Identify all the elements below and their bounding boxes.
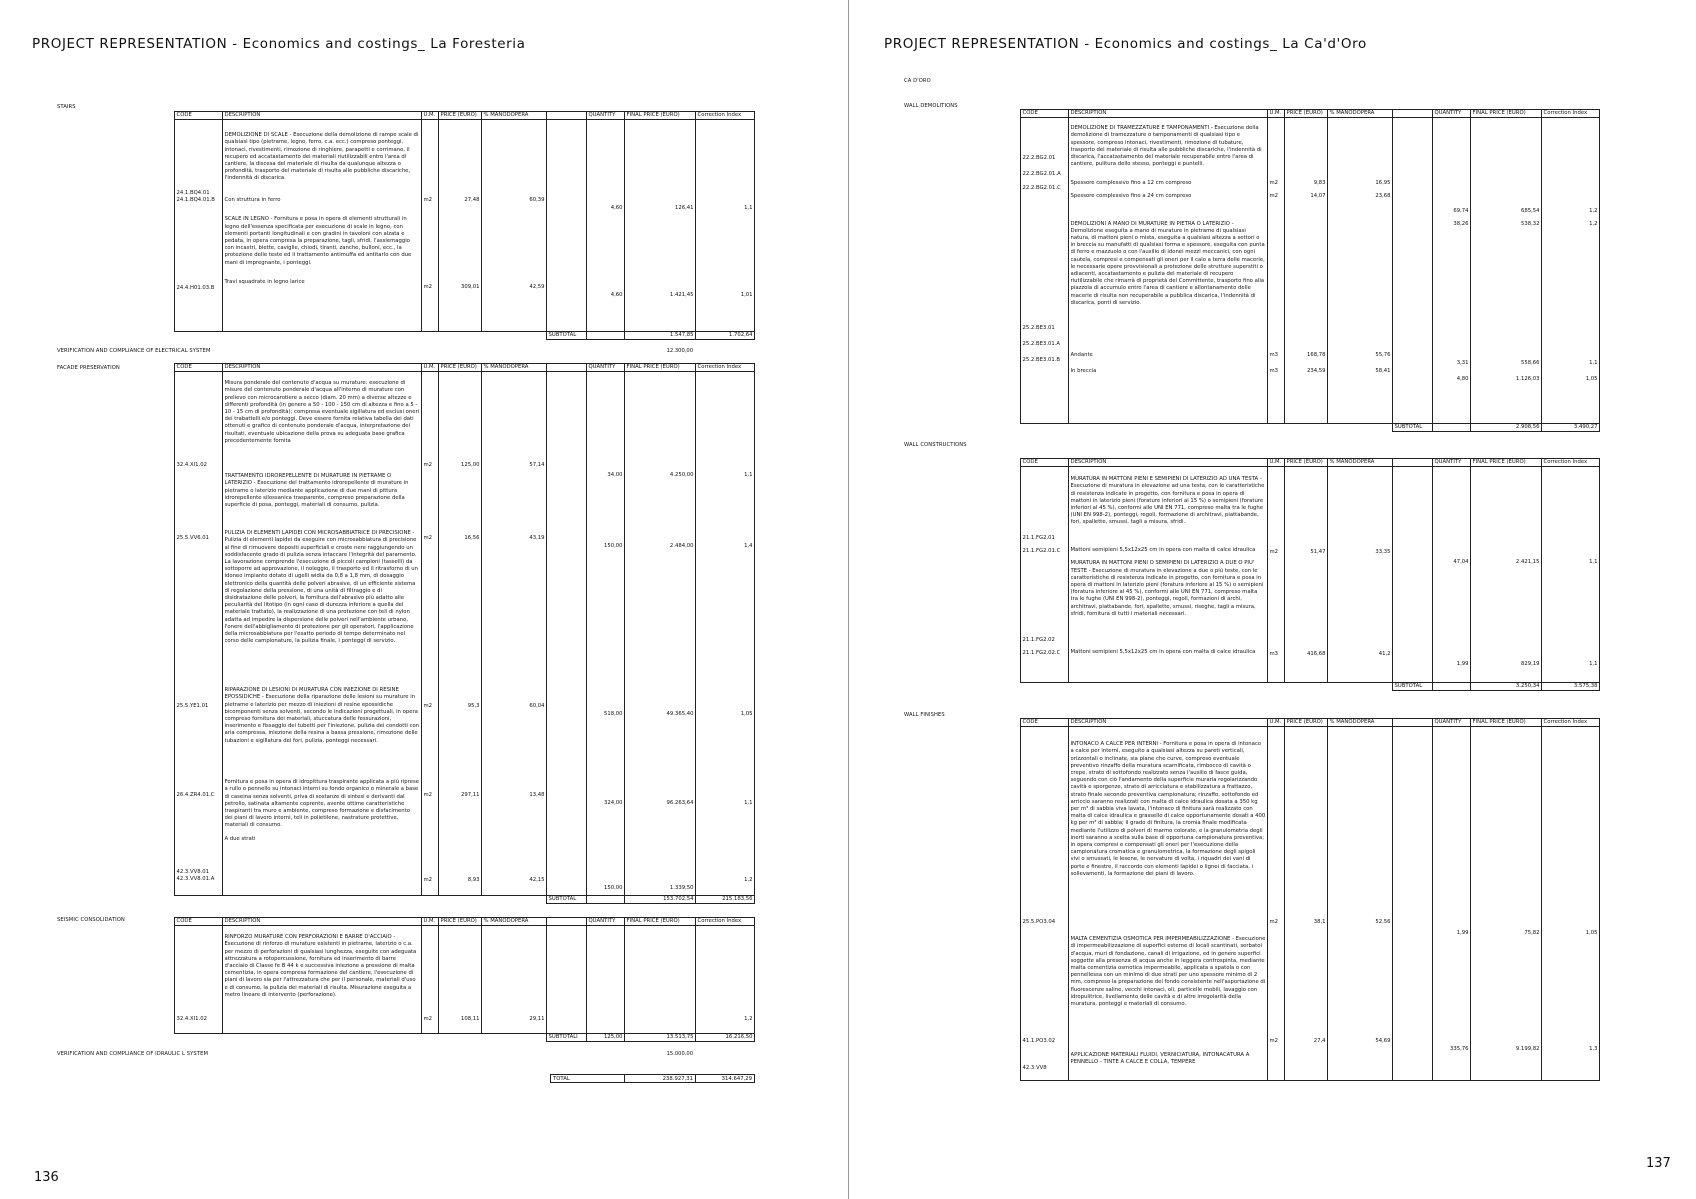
description-cell: MURATURA IN MATTONI PIENI E SEMIPIENI DI LATERIZIO AD UNA TESTA - Esecuzione di muratura in elevazione ad una testa, con le caratteristiche di resistenza indicate in progetto, con fornitura e posa in opera di mattoni in laterizio pieni (forature inferiori al 15 %) o semipieni (forature inferiori al 45 %), conformi alle UNI EN 771, compreso malta tra le fughe (UNI EN 998-2), ponteggi, regoli, formazione di architravi, piattabande, fori, spallette, smussi, tagli a misura, sfridi. [1070, 476, 1265, 526]
right-page [852, 0, 1696, 1199]
um-cell: m2 [423, 791, 433, 798]
description-cell: PULIZIA DI ELEMENTI LAPIDEI CON MICROSABBIATRICE DI PRECISIONE - Pulizia di elementi lapidei da eseguire con microsabbiatura di precisione al fine di rimuovere depositi superficiali e croste nere raggiungendo un soddisfacente grado di pulizia senza intaccare l'integrità del paramento. La lavorazione comprende l'esecuzione di piccoli campioni (tasselli) da sottoporre ad approvazione, il noleggio, il trasporto ed il ritrasforno di un idoneo impianto dotato di ugelli widia da 0,8 a 1,8 mm, di dosaggio elettronico della quantità delle polveri abrasive, di un efficiente sistema di regolazione della pressione, di una unità di filtraggio e di disidratazione delle polveri, la fornitura dell'abrasivo più adatto alle peculiarità del litotipo (in ogni caso di durezza inferiore a quella del materiale trattato), la realizzazione di una protezione con teli di nylon adatta ad impedire la dispersione delle polveri nell'ambiente urbano, l'onere dell'abbigliamento di protezione per gli operatori, l'applicazione della microsabbiatura per l'esatto periodo di tempo determinato nel corso delle campionature, la pulizia finale, i ponteggi di servizio. [224, 530, 418, 645]
header-cell: PRICE (EURO) [1285, 110, 1328, 118]
description-cell: INTONACO A CALCE PER INTERNI - Fornitura e posa in opera di intonaco a calce per interni, eseguito a qualsiasi altezza su pareti verticali, orizzontali o inclinate, sia piane che curve, compreso eventuale preventivo rinzaffo della muratura scarnificata, rimbocco di cavità o crepe, strato di sottofondo realizzato senza l'ausilio di fasce guida, seguendo con ciò l'andamento della superficie muraria regolarizzando cavità e sporgenze, strato di arricciatura e stabilizzatura a frattazzo, strato finale secondo preventiva campionatura; rinzaffo, sottofondo ed arriccio saranno realizzati con malta di calce idraulica dosata a 350 kg per m³ di sabbia viva lavata, l'intonaco di finitura sarà realizzato con malta di calce idraulica e grassello di calce opportunamente dosati a 400 kg per m³ di sabbia; il grado di finitura, la cromia finale modificata mediante l'utilizzo di polveri di marmo colorate, e la granulometria degli inerti saranno a scelta sulla base di opportuna campionatura preventiva; in opera compresi e compensati gli oneri per l'esecuzione della campionatura cromatica e granulometrica, la formazione degli spigoli vivi o smussati, le lesene, le nervature di volta, i riquadri dei vani di porte e finestre, il raccordo con elementi lapidei o lignei di facciata, i sollevamenti, la formazione dei piani di lavoro. [1070, 741, 1266, 877]
table-header-row [1021, 110, 1600, 118]
finishes-table [1020, 718, 1600, 1081]
labor-cell: 58,41 [1375, 367, 1391, 374]
header-cell [547, 112, 587, 120]
correction-index-cell: 1,1 [744, 472, 753, 479]
header-cell: FINAL PRICE (EURO) [1471, 459, 1542, 467]
final-price-cell: 1.421,45 [669, 292, 694, 299]
header-cell: QUANTITY [1433, 110, 1471, 118]
header-cell: FINAL PRICE (EURO) [625, 918, 696, 926]
description-subitem: Con struttura in ferro [224, 197, 281, 204]
section-label-idraulic: VERIFICATION AND COMPLIANCE OF IDRAULIC L SYSTEM [57, 1051, 209, 1057]
header-cell: % MANODOPERA [1328, 459, 1393, 467]
header-cell: % MANODOPERA [482, 918, 547, 926]
header-cell: Correction Index [696, 112, 755, 120]
header-cell: % MANODOPERA [1328, 719, 1393, 727]
header-cell: % MANODOPERA [482, 112, 547, 120]
subtotal-ci: 16.216,50 [696, 1034, 755, 1042]
labor-cell: 13,48 [529, 791, 545, 798]
header-cell: Correction Index [1542, 719, 1600, 727]
price-cell: 95,3 [467, 702, 480, 709]
header-cell: U.M. [422, 364, 439, 372]
correction-index-cell: 1,2 [1589, 221, 1598, 228]
subtotal-ci: 1.702,64 [696, 332, 755, 340]
um-cell: m2 [1269, 919, 1279, 926]
subtotal-row [175, 1034, 755, 1042]
code-cell: 42.3.VV8 [1022, 1064, 1047, 1071]
header-cell: U.M. [1268, 459, 1285, 467]
table-header-row [175, 364, 755, 372]
um-cell: m2 [1269, 180, 1279, 187]
code-cell: 32.4.XI1.02 [176, 1016, 207, 1023]
quantity-cell: 3,31 [1456, 359, 1469, 366]
total-row [551, 1075, 755, 1083]
um-cell: m2 [1269, 549, 1279, 556]
code-cell: 22.2.BG2.01.C [1022, 184, 1061, 191]
section-label-facade: FACADE PRESERVATION [57, 365, 120, 371]
subtotal-final: 2.908,56 [1471, 424, 1542, 432]
table-row [1021, 727, 1600, 1081]
correction-index-cell: 1,1 [744, 799, 753, 806]
code-cell: 41.1.PO3.02 [1022, 1038, 1056, 1045]
description-cell: Fornitura e posa in opera di idropittura traspirante applicata a più riprese a rullo o pennello su intonaci interni su fondo organico o minerale a base di caseina senza solventi, priva di sostanze di sintesi e derivanti dal petrolio, satinata altamente coprente, avente ottime caratteristiche traspiranti tra muro e ambiente, compreso formazione e disfacimento dei piani di lavoro interni, teli in polietilene, nastrature protettive, materiali di consumo. [224, 779, 420, 829]
final-price-cell: 75,82 [1524, 930, 1540, 937]
header-cell: DESCRIPTION [223, 364, 422, 372]
quantity-cell: 518,00 [603, 710, 623, 717]
description-cell: DEMOLIZIONI A MANO DI MURATURE IN PIETRA O LATERIZIO - Demolizione eseguita a mano di murature in pietrame di qualsiasi natura, di mattoni pieni o mista, eseguita a qualsiasi altezza a settori o in breccia su manufatti di qualsiasi forma e spessore, eseguita con punta di ferro e mazzuolo o con l'ausilio di idonei mezzi meccanici, con ogni cautela, compresi e compensati gli oneri per il calo a terra delle macerie, le necessarie opere provvisionali a protezione delle strutture superstiti o adiacenti, accatastamento e pulizia del materiale di recupero riutilizzabile che rimarrà di proprietà del Committente, trasporto fino alla piazzola di accumulo entro l'area di cantiere e allontanamento delle macerie di risulta non recuperabile a pubblica discarica, l'indennità di discarica, ponti di servizio. [1070, 220, 1265, 306]
table-row [175, 926, 755, 1034]
section-label-seismic: SEISMIC CONSOLIDATION [57, 917, 125, 923]
description-subitem: Mattoni semipieni 5,5x12x25 cm in opera con malta di calce idraulica [1070, 649, 1256, 656]
header-cell [1393, 719, 1433, 727]
correction-index-cell: 1,4 [744, 543, 753, 550]
subtotal-final: 1.547,85 [625, 332, 696, 340]
description-cell: RIPARAZIONE DI LESIONI DI MURATURA CON INIEZIONE DI RESINE EPOSSIDICHE - Esecuzione della riparazione delle lesioni su murature in pietrame e laterizio per mezzo di iniezioni di resine epossidiche bicomponenti senza solventi, secondo le indicazioni progettuali, in opera compreso fornitura dei materiali, stuccatura delle fessurazioni, inserimento e fissaggio dei tubetti per l'iniezione, pulizia dei condotti con aria compressa, iniezione della resina a bassa pressione, rimozione delle tubazioni e sigillatura dei fori, pulizia, ponteggi necessari. [224, 687, 420, 744]
header-cell: FINAL PRICE (EURO) [1471, 719, 1542, 727]
subtotal-label: SUBTOTAL [1393, 683, 1433, 691]
section-label-finishes: WALL FINISHES [904, 712, 945, 718]
header-cell: DESCRIPTION [1069, 459, 1268, 467]
description-subitem: A due strati [224, 836, 256, 843]
subtotal-qty: 125,00 [587, 1034, 625, 1042]
um-cell: m2 [423, 1016, 433, 1023]
code-cell: 24.1.BQ4.01.B [176, 197, 215, 204]
header-cell: Correction Index [1542, 110, 1600, 118]
price-cell: 108,11 [460, 1016, 480, 1023]
price-cell: 168,78 [1306, 351, 1326, 358]
electrical-amount: 12.300,00 [666, 348, 693, 354]
quantity-cell: 69,74 [1453, 208, 1469, 215]
quantity-cell: 4,80 [1456, 375, 1469, 382]
labor-cell: 60,39 [529, 197, 545, 204]
subtotal-label: SUBTOTALI [547, 1034, 587, 1042]
description-subitem: In breccia [1070, 367, 1097, 374]
final-price-cell: 558,66 [1520, 359, 1540, 366]
final-price-cell: 538,32 [1520, 221, 1540, 228]
header-cell: CODE [1021, 110, 1069, 118]
final-price-cell: 685,54 [1520, 208, 1540, 215]
page-number: 137 [1646, 1156, 1671, 1171]
price-cell: 9,83 [1313, 180, 1326, 187]
final-price-cell: 96.263,64 [666, 799, 694, 806]
description-cell: Misura ponderale del contenuto d'acqua su murature: esecuzione di misure del contenuto ponderale d'acqua all'interno di murature con prelievo con microcarotiere a secco (diam. 20 mm) a diverse altezze e differenti profondità (in genere a 50 - 100 - 150 cm di altezza e fino a 5 - 10 - 15 cm di profondità); compresa eventuale sigillatura ed esclusi oneri dei trabattelli e/o ponteggi. Deve essere fornita relativa tabella dei dati ottenuti e grafico di contenuto ponderale d'acqua, interpretazione dei risultati, eventuale ubicazione della prova su adeguata base grafica precedentemente fornita [224, 380, 420, 444]
header-cell: QUANTITY [587, 364, 625, 372]
table-row [175, 372, 755, 896]
correction-index-cell: 1,2 [744, 877, 753, 884]
total-final: 238.927,31 [625, 1075, 696, 1083]
header-cell: DESCRIPTION [223, 112, 422, 120]
final-price-cell: 4.250,00 [669, 472, 694, 479]
section-label-constructions: WALL CONSTRUCTIONS [904, 442, 967, 448]
header-cell: % MANODOPERA [482, 364, 547, 372]
price-cell: 234,59 [1306, 367, 1326, 374]
correction-index-cell: 1,1 [1589, 359, 1598, 366]
constructions-table [1020, 458, 1600, 691]
total-label: TOTAL [551, 1075, 625, 1083]
quantity-cell: 38,26 [1453, 221, 1469, 228]
code-cell: 25.2.BE3.01 [1022, 324, 1055, 331]
subtotal-final: 153.702,54 [625, 896, 696, 904]
page-number: 136 [34, 1170, 59, 1185]
subtotal-final: 3.250,34 [1471, 683, 1542, 691]
description-cell: DEMOLIZIONE DI SCALE - Esecuzione della demolizione di rampe scale di qualsiasi tipo (pietrame, legno, ferro, c.a. ecc.) compreso ponteggi, intonaci, rivestimenti, rimozione di ringhiere, parapetti e corrimano, il recupero ed accatastamento dei materiali riutilizzabili entro l'area di cantiere, la discesa del materiale di risulta da qualunque altezza o profondità, trasporto del materiale di risulta alle pubbliche discariche, l'indennità di discarica. [224, 132, 419, 182]
code-cell: 25.2.BE3.01.A [1022, 341, 1061, 348]
total-ci: 314.647,29 [696, 1075, 755, 1083]
labor-cell: 42,15 [529, 877, 545, 884]
quantity-cell: 324,00 [603, 799, 623, 806]
code-cell: 42.3.VV8.01.A [176, 876, 215, 883]
labor-cell: 29,11 [529, 1016, 545, 1023]
labor-cell: 43,19 [529, 535, 545, 542]
header-cell: FINAL PRICE (EURO) [625, 364, 696, 372]
header-cell: Correction Index [696, 918, 755, 926]
section-subtitle: CA D'ORO [904, 78, 931, 84]
header-cell: U.M. [422, 918, 439, 926]
price-cell: 27,48 [464, 197, 480, 204]
stairs-table [174, 111, 755, 340]
labor-cell: 54,69 [1375, 1038, 1391, 1045]
description-subitem: Travi squadrate in legno larice [224, 279, 305, 286]
page-title: PROJECT REPRESENTATION - Economics and costings_ La Foresteria [32, 36, 526, 52]
demolitions-table [1020, 109, 1600, 432]
quantity-cell: 34,00 [607, 472, 623, 479]
price-cell: 416,68 [1306, 651, 1326, 658]
labor-cell: 52,56 [1375, 919, 1391, 926]
code-cell: 42.3.VV8.01 [176, 869, 210, 876]
labor-cell: 57,14 [529, 462, 545, 469]
idraulic-amount: 15.000,00 [666, 1051, 693, 1057]
labor-cell: 55,76 [1375, 351, 1391, 358]
um-cell: m3 [1269, 351, 1279, 358]
quantity-cell: 150,00 [603, 543, 623, 550]
header-cell: U.M. [1268, 719, 1285, 727]
correction-index-cell: 1,1 [1589, 661, 1598, 668]
code-cell: 24.4.H01.03.B [176, 284, 215, 291]
code-cell: 25.2.BE3.01.B [1022, 357, 1061, 364]
final-price-cell: 9.199,82 [1515, 1046, 1540, 1053]
final-price-cell: 829,19 [1520, 661, 1540, 668]
header-cell: U.M. [1268, 110, 1285, 118]
code-cell: 21.1.FG2.01.C [1022, 548, 1061, 555]
facade-table [174, 363, 755, 904]
correction-index-cell: 1,01 [740, 292, 753, 299]
header-cell [1393, 110, 1433, 118]
description-cell: TRATTAMENTO IDROREPELLENTE DI MURATURE IN PIETRAME O LATERIZIO - Esecuzione del trattamento idrorepellente di murature in pietrame o laterizio mediante applicazione di due mani di pittura idrorepellente silossanica trasparente, compreso preparazione della superficie di posa, ponteggi, materiali di consumo, pulizia. [224, 473, 409, 509]
code-cell: 22.2.BG2.01.A [1022, 171, 1061, 178]
header-cell [547, 918, 587, 926]
section-label-stairs: STAIRS [57, 104, 76, 110]
subtotal-ci: 3.490,27 [1542, 424, 1600, 432]
description-subitem: Andante [1070, 351, 1093, 358]
header-cell: CODE [175, 112, 223, 120]
code-cell: 25.5.PO3.04 [1022, 919, 1056, 926]
final-price-cell: 1.339,50 [669, 885, 694, 892]
correction-index-cell: 1,2 [1589, 208, 1598, 215]
correction-index-cell: 1,1 [1589, 559, 1598, 566]
header-cell: Correction Index [1542, 459, 1600, 467]
quantity-cell: 47,04 [1453, 559, 1469, 566]
quantity-cell: 150,00 [603, 885, 623, 892]
header-cell: PRICE (EURO) [1285, 719, 1328, 727]
table-header-row [1021, 459, 1600, 467]
price-cell: 27,4 [1313, 1038, 1326, 1045]
quantity-cell: 335,76 [1449, 1046, 1469, 1053]
table-row [175, 120, 755, 332]
labor-cell: 41,2 [1378, 651, 1391, 658]
code-cell: 24.1.BQ4.01 [176, 190, 210, 197]
um-cell: m2 [1269, 1038, 1279, 1045]
subtotal-label: SUBTOTAL [547, 896, 587, 904]
final-price-cell: 2.421,15 [1515, 559, 1540, 566]
price-cell: 297,11 [460, 791, 480, 798]
seismic-table [174, 917, 755, 1042]
code-cell: 25.5.VV6.01 [176, 535, 210, 542]
correction-index-cell: 1,2 [744, 1016, 753, 1023]
header-cell: QUANTITY [1433, 459, 1471, 467]
final-price-cell: 49.365,40 [666, 710, 694, 717]
final-price-cell: 2.484,00 [669, 543, 694, 550]
description-cell: MURATURA IN MATTONI PIENI O SEMIPIENI DI LATERIZIO A DUE O PIU' TESTE - Esecuzione di muratura in elevazione a due o più teste, con le caratteristiche di resistenza indicate in progetto, con fornitura e posa in opera di mattoni in laterizio pieni (foratura inferiore al 15 %) o semipieni (foratura inferiore al 45 %), conformi alle UNI EN 771, compreso malta tra le fughe (UNI EN 998-2), ponteggi, regoli, formazioni di archi, architravi, piattabande, fori, spallette, smussi, riseghe, tagli a misura, sfridi, fornitura di tutti i materiali necessari. [1070, 560, 1264, 617]
header-cell: DESCRIPTION [1069, 719, 1268, 727]
subtotal-row [175, 332, 755, 340]
description-cell: MALTA CEMENTIZIA OSMOTICA PER IMPERMEABILIZZAZIONE - Esecuzione di impermeabilizzazione di superfici esterne di locali scantinati, serbatoi d'acqua, muri di fondazione, canali di irrigazione, ed in genere superfici soggette alla presenza di acqua anche in leggera controspinta, mediante malta cementizia osmotica impermeabile, applicata a spatola o con pennellessa con un minimo di due strati per uno spessore minimo di 2 mm, compreso la preparazione del fondo consistente nell'asportazione di fluorescenze saline, vecchi intonaci, oli, particelle mobili, lavaggio con idropulitrice, livellamento delle cavità e di altre irregolarità della muratura, ponteggi e materiali di consumo. [1070, 936, 1266, 1008]
um-cell: m3 [1269, 651, 1279, 658]
description-cell: APPLICAZIONE MATERIALI FLUIDI, VERNICIATURA, INTONACATURA A PENNELLO - TINTE A CALCE E COLLA, TEMPERE [1070, 1052, 1250, 1066]
um-cell: m3 [1269, 367, 1279, 374]
header-cell: DESCRIPTION [1069, 110, 1268, 118]
um-cell: m2 [423, 702, 433, 709]
quantity-cell: 4,60 [610, 292, 623, 299]
code-cell: 21.1.FG2.02 [1022, 636, 1055, 643]
total-table [550, 1074, 755, 1083]
header-cell: FINAL PRICE (EURO) [625, 112, 696, 120]
quantity-cell: 4,60 [610, 205, 623, 212]
labor-cell: 16,95 [1375, 180, 1391, 187]
quantity-cell: 1,99 [1456, 661, 1469, 668]
labor-cell: 60,04 [529, 702, 545, 709]
correction-index-cell: 1,05 [1585, 930, 1598, 937]
header-cell: DESCRIPTION [223, 918, 422, 926]
header-cell [1393, 459, 1433, 467]
header-cell: U.M. [422, 112, 439, 120]
correction-index-cell: 1,05 [740, 710, 753, 717]
header-cell: Correction Index [696, 364, 755, 372]
um-cell: m2 [423, 284, 433, 291]
header-cell: CODE [1021, 459, 1069, 467]
description-subitem: Spessore complessivo fino a 12 cm compreso [1070, 180, 1192, 187]
correction-index-cell: 1,1 [744, 205, 753, 212]
correction-index-cell: 1,3 [1589, 1046, 1598, 1053]
code-cell: 21.1.FG2.02.C [1022, 649, 1061, 656]
section-label-electrical: VERIFICATION AND COMPLIANCE OF ELECTRICAL SYSTEM [57, 348, 211, 354]
price-cell: 51,47 [1310, 549, 1326, 556]
price-cell: 125,00 [460, 462, 480, 469]
description-cell: DEMOLIZIONE DI TRAMEZZATURE E TAMPONAMENTI - Esecuzione della demolizione di tramezzature o tamponamenti di qualsiasi tipo e spessore, compreso intonaci, rivestimenti, rimozione di tubature, trasporto del materiale di risulta alle pubbliche discariche, l'indennità di discarica, l'accatastamento del materiale recuperabile entro l'area di cantiere, pulitura dello stesso, ponteggi e puntelli. [1070, 125, 1262, 168]
labor-cell: 42,59 [529, 284, 545, 291]
description-subitem: Mattoni semipieni 5,5x12x25 cm in opera con malta di calce idraulica [1070, 547, 1256, 554]
code-cell: 25.5.YE1.01 [176, 702, 209, 709]
price-cell: 309,01 [460, 284, 480, 291]
subtotal-final: 13.513,75 [625, 1034, 696, 1042]
section-label-demolitions: WALL DEMOLITIONS [904, 103, 958, 109]
description-subitem: Spessore complessivo fino a 24 cm compreso [1070, 193, 1192, 200]
final-price-cell: 1.126,03 [1515, 375, 1540, 382]
um-cell: m2 [423, 535, 433, 542]
description-cell: SCALE IN LEGNO - Fornitura e posa in opera di elementi strutturali in legno dell'essenza specificata per esecuzione di scale in legno, con elementi portanti longitudinali e con gradini in tavoloni con alzata e pedata, in opera compresa la preparazione, tagli, sfridi, l'assiemaggio con incastri, biette, caviglie, chiodi, tiranti, zanche, bulloni, ecc., la protezione delle teste ed il trattamento antimuffa ed antitarlo con due mani di impregnante, i ponteggi. [224, 216, 412, 266]
subtotal-row [175, 896, 755, 904]
header-cell: CODE [175, 364, 223, 372]
price-cell: 38,1 [1313, 919, 1326, 926]
labor-cell: 23,68 [1375, 193, 1391, 200]
table-header-row [175, 112, 755, 120]
page-divider [848, 0, 849, 1199]
final-price-cell: 126,41 [674, 205, 694, 212]
subtotal-ci: 215.183,56 [696, 896, 755, 904]
code-cell: 22.2.BG2.01 [1022, 155, 1056, 162]
header-cell: CODE [175, 918, 223, 926]
subtotal-label: SUBTOTAL [1393, 424, 1433, 432]
code-cell: 21.1.FG2.01 [1022, 535, 1055, 542]
header-cell: PRICE (EURO) [439, 364, 482, 372]
header-cell: PRICE (EURO) [439, 918, 482, 926]
page-title: PROJECT REPRESENTATION - Economics and costings_ La Ca'd'Oro [884, 36, 1367, 52]
header-cell: QUANTITY [587, 918, 625, 926]
price-cell: 8,93 [467, 877, 480, 884]
um-cell: m2 [423, 877, 433, 884]
price-cell: 16,56 [464, 535, 480, 542]
table-header-row [1021, 719, 1600, 727]
um-cell: m2 [423, 197, 433, 204]
price-cell: 14,07 [1310, 193, 1326, 200]
description-cell: RINFORZO MURATURE CON PERFORAZIONI E BARRE D'ACCIAIO - Esecuzione di rinforzo di murature esistenti in pietrame, laterizio o c.a. per mezzo di perforazioni di qualsiasi lunghezza, eseguite con adeguata attrezzatura a rotopercussione, fornitura ed inserimento di barre d'acciaio di Classe fe B 44 k e successiva iniezione a pressione di malta cementizia, in opera compresa formazione del cantiere, l'esecuzione di piani di lavoro sia per l'attrezzatura che per il personale, materiali d'uso e di consumo, la pulizia dei materiali di risulta. Misurazione eseguita a metro lineare di intervento (perforazione). [224, 934, 417, 998]
subtotal-row [1021, 683, 1600, 691]
code-cell: 32.4.XI1.02 [176, 462, 207, 469]
header-cell: PRICE (EURO) [439, 112, 482, 120]
header-cell: QUANTITY [1433, 719, 1471, 727]
um-cell: m2 [1269, 193, 1279, 200]
subtotal-row [1021, 424, 1600, 432]
code-cell: 26.4.ZR4.01.C [176, 791, 215, 798]
table-row [1021, 118, 1600, 424]
header-cell: FINAL PRICE (EURO) [1471, 110, 1542, 118]
um-cell: m2 [423, 462, 433, 469]
labor-cell: 33,35 [1375, 549, 1391, 556]
header-cell: PRICE (EURO) [1285, 459, 1328, 467]
subtotal-ci: 3.575,38 [1542, 683, 1600, 691]
header-cell: CODE [1021, 719, 1069, 727]
header-cell: QUANTITY [587, 112, 625, 120]
subtotal-label: SUBTOTAL [547, 332, 587, 340]
table-row [1021, 467, 1600, 683]
correction-index-cell: 1,05 [1585, 375, 1598, 382]
header-cell [547, 364, 587, 372]
table-header-row [175, 918, 755, 926]
quantity-cell: 1,99 [1456, 930, 1469, 937]
header-cell: % MANODOPERA [1328, 110, 1393, 118]
